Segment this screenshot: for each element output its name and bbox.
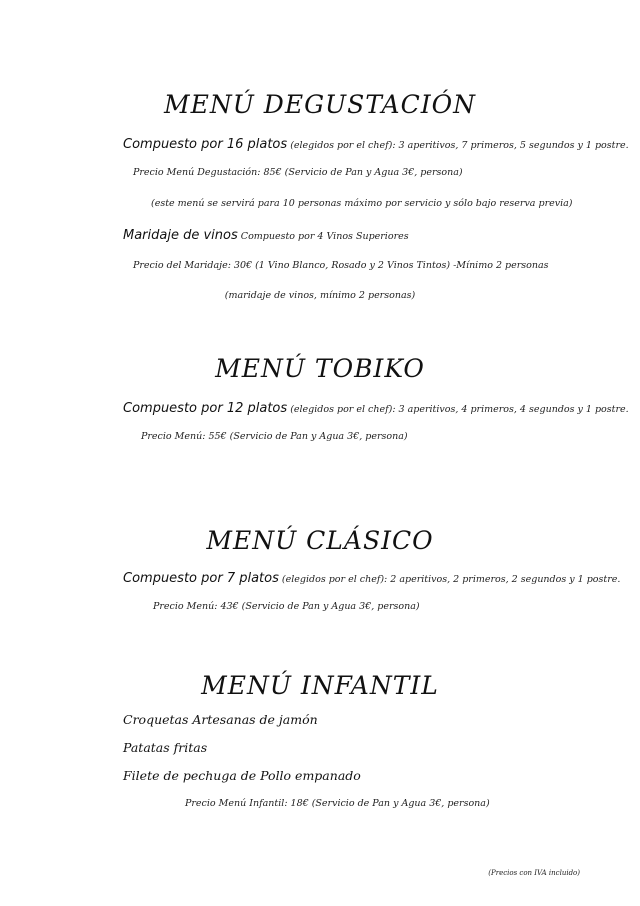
tobiko-composition xyxy=(123,401,629,416)
degustacion-composition-detail: (elegidos por el chef): 3 aperitivos, 7 primeros, 5 segundos y 1 postre. xyxy=(290,140,629,151)
degustacion-composition-lead: Compuesto por 16 platos xyxy=(123,137,288,152)
pairing-lead: Maridaje de vinos xyxy=(123,228,238,243)
degustacion-title: MENÚ DEGUSTACIÓN xyxy=(164,90,476,119)
degustacion-price: Precio Menú Degustación: 85€ (Servicio de Pan y Agua 3€, persona) xyxy=(133,167,463,178)
tobiko-composition-detail: (elegidos por el chef): 3 aperitivos, 4 primeros, 4 segundos y 1 postre. xyxy=(290,404,629,415)
infantil-price: Precio Menú Infantil: 18€ (Servicio de Pan y Agua 3€, persona) xyxy=(185,798,490,809)
pairing-price: Precio del Maridaje: 30€ (1 Vino Blanco, Rosado y 2 Vinos Tintos) -Mínimo 2 personas xyxy=(133,260,549,271)
pairing-detail: Compuesto por 4 Vinos Superiores xyxy=(240,231,409,242)
infantil-title: MENÚ INFANTIL xyxy=(201,671,439,700)
tobiko-price: Precio Menú: 55€ (Servicio de Pan y Agua 3€, persona) xyxy=(141,431,408,442)
infantil-item: Patatas fritas xyxy=(123,740,208,755)
footer-note: (Precios con IVA incluido) xyxy=(488,869,580,877)
clasico-composition-detail: (elegidos por el chef): 2 aperitivos, 2 primeros, 2 segundos y 1 postre. xyxy=(281,574,621,585)
clasico-composition-lead: Compuesto por 7 platos xyxy=(123,571,279,586)
infantil-item: Croquetas Artesanas de jamón xyxy=(123,712,318,727)
tobiko-composition-lead: Compuesto por 12 platos xyxy=(123,401,288,416)
tobiko-title: MENÚ TOBIKO xyxy=(215,354,425,383)
degustacion-condition: (este menú se servirá para 10 personas máximo por servicio y sólo bajo reserva previa) xyxy=(151,198,573,209)
clasico-price: Precio Menú: 43€ (Servicio de Pan y Agua 3€, persona) xyxy=(153,601,420,612)
clasico-composition xyxy=(123,571,620,586)
pairing-line xyxy=(123,228,409,243)
clasico-title: MENÚ CLÁSICO xyxy=(206,526,434,555)
infantil-item: Filete de pechuga de Pollo empanado xyxy=(123,768,361,783)
pairing-note: (maridaje de vinos, mínimo 2 personas) xyxy=(224,290,416,301)
degustacion-composition xyxy=(123,137,629,152)
